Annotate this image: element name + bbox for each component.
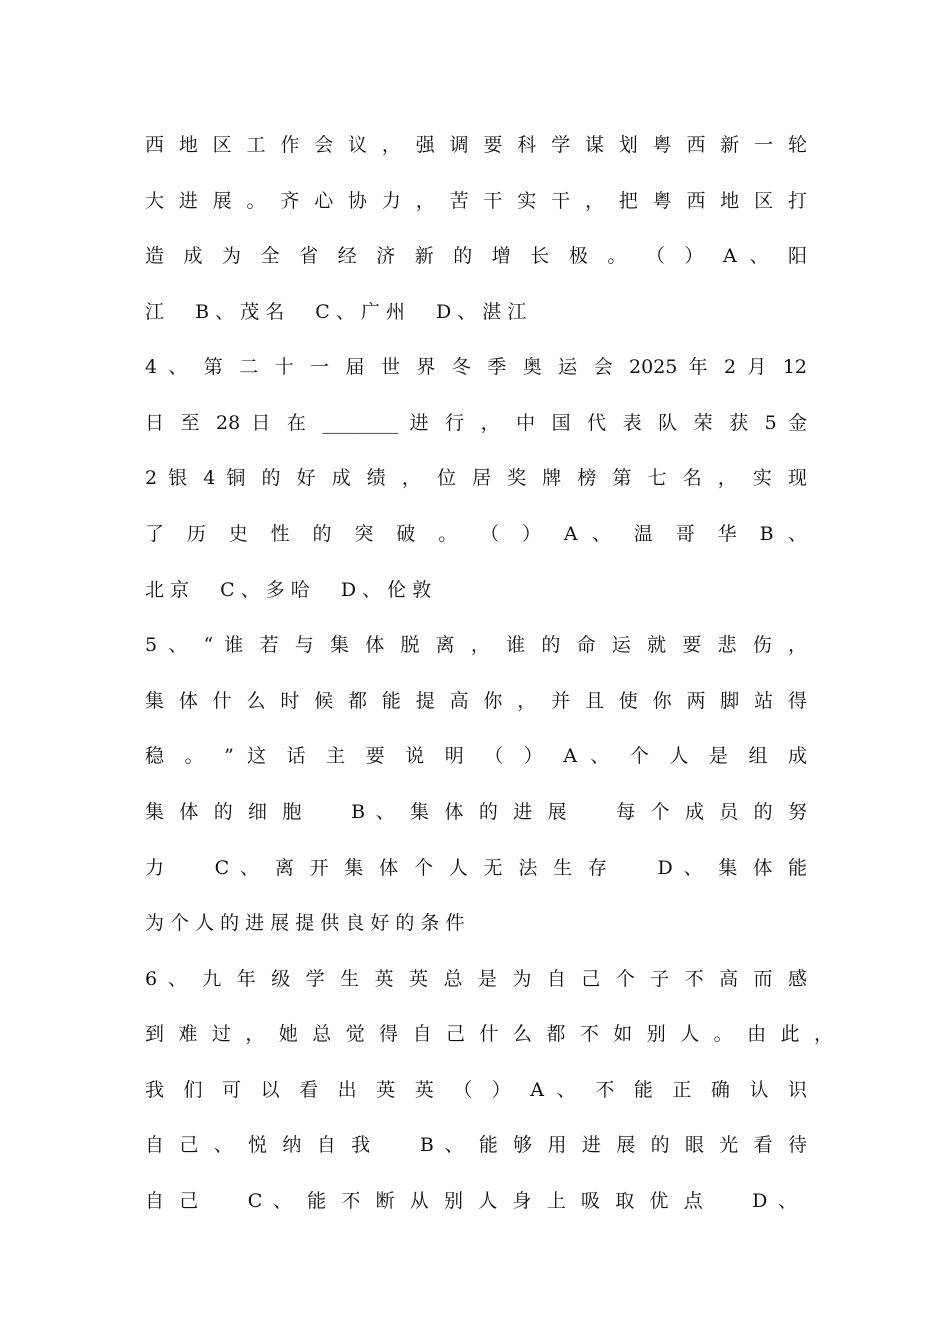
text-line: 6 、 九 年 级 学 生 英 英 总 是 为 自 己 个 子 不 高 而 感: [145, 968, 807, 990]
text-line: 集 体 的 细 胞 B 、 集 体 的 进 展 每 个 成 员 的 努: [145, 801, 807, 823]
text-line: 为 个 人 的 进 展 提 供 良 好 的 条 件: [145, 912, 465, 934]
text-line: 5 、 “ 谁 若 与 集 体 脱 离 ， 谁 的 命 运 就 要 悲 伤 ，: [145, 634, 807, 656]
text-line: 大 进 展 。 齐 心 协 力 ， 苦 干 实 干 ， 把 粤 西 地 区 打: [145, 190, 807, 212]
text-line: 稳 。 ” 这 话 主 要 说 明 （ ） A 、 个 人 是 组 成: [145, 745, 807, 767]
text-line: 北 京 C 、 多 哈 D 、 伦 敦: [145, 579, 432, 601]
text-line: 了 历 史 性 的 突 破 。 （ ） A 、 温 哥 华 B 、: [145, 523, 807, 545]
text-line: 日 至 28 日 在 ________ 进 行 ， 中 国 代 表 队 荣 获 5 金: [145, 412, 807, 434]
text-line: 造 成 为 全 省 经 济 新 的 增 长 极 。 （ ） A 、 阳: [145, 245, 807, 267]
text-line: 自 己 C 、 能 不 断 从 别 人 身 上 吸 取 优 点 D 、: [145, 1190, 797, 1212]
text-line: 自 己 、 悦 纳 自 我 B 、 能 够 用 进 展 的 眼 光 看 待: [145, 1134, 807, 1156]
text-line: 西 地 区 工 作 会 议 ， 强 调 要 科 学 谋 划 粤 西 新 一 轮: [145, 134, 807, 156]
text-line: 江 B 、 茂 名 C 、 广 州 D 、 湛 江: [145, 301, 527, 323]
text-line: 2 银 4 铜 的 好 成 绩 ， 位 居 奖 牌 榜 第 七 名 ， 实 现: [145, 467, 807, 489]
text-line: 集 体 什 么 时 候 都 能 提 高 你 ， 并 且 使 你 两 脚 站 得: [145, 690, 807, 712]
text-line: 到 难 过 ， 她 总 觉 得 自 己 什 么 都 不 如 别 人 。 由 此 ，: [145, 1023, 833, 1045]
text-line: 4 、 第 二 十 一 届 世 界 冬 季 奥 运 会 2025 年 2 月 12: [145, 356, 807, 378]
text-line: 我 们 可 以 看 出 英 英 （ ） A 、 不 能 正 确 认 识: [145, 1079, 807, 1101]
text-line: 力 C 、 离 开 集 体 个 人 无 法 生 存 D 、 集 体 能: [145, 857, 807, 879]
